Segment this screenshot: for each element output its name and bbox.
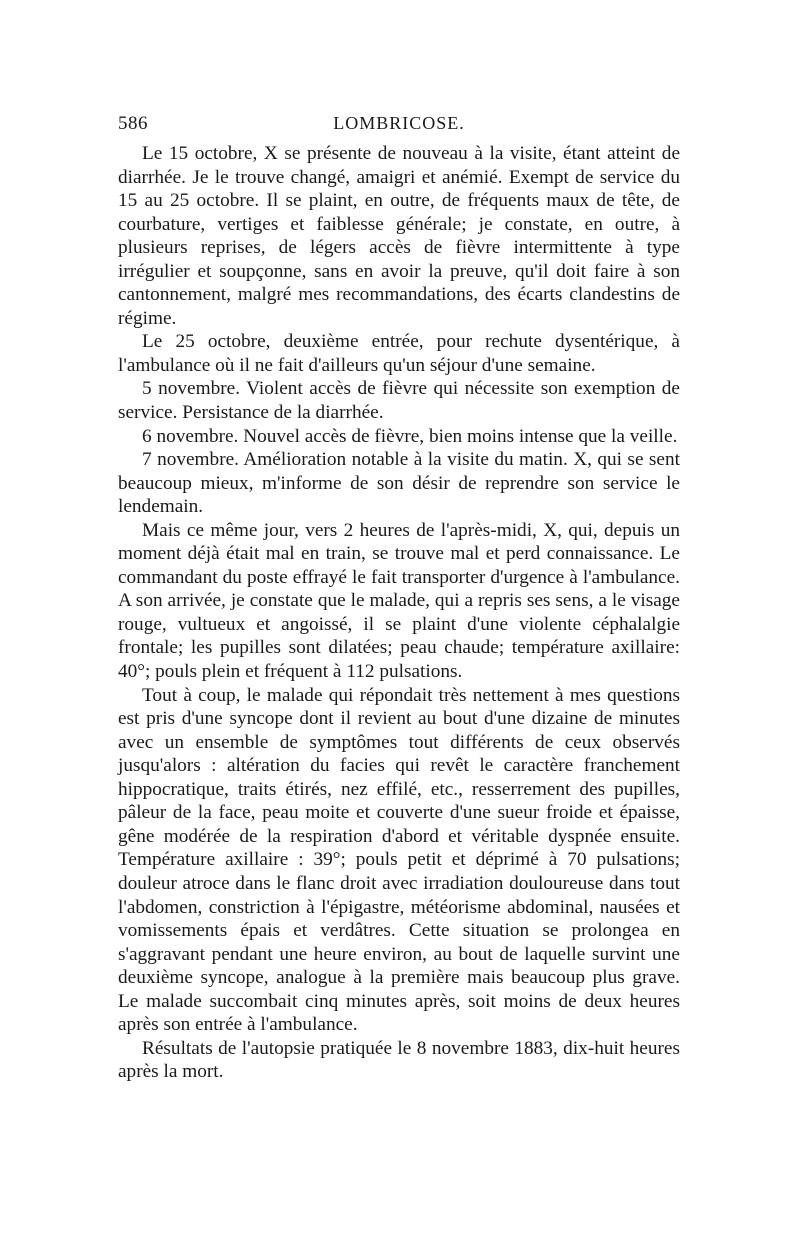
paragraph: 7 novembre. Amélioration notable à la visite du matin. X, qui se sent beaucoup mieux, m'informe de son désir de reprendre son service le lendemain. <box>118 449 680 518</box>
paragraph: Le 15 octobre, X se présente de nouveau à la visite, étant atteint de diarrhée. Je le trouve changé, amaigri et anémié. Exempt de service du 15 au 25 octobre. Il se plaint, en outre, de fréquents maux de tête, de courbature, vertiges et faiblesse générale; je constate, en outre, à plusieurs reprises, de légers accès de fièvre intermittente à type irrégulier et soupçonne, sans en avoir la preuve, qu'il doit faire à son cantonnement, malgré mes recommandations, des écarts clandestins de régime. <box>118 143 680 329</box>
page-header <box>118 113 680 143</box>
running-title: LOMBRICOSE. <box>333 113 465 133</box>
paragraph: Le 25 octobre, deuxième entrée, pour rechute dysentérique, à l'ambulance où il ne fait d'ailleurs qu'un séjour d'une semaine. <box>118 331 680 376</box>
paragraph: 5 novembre. Violent accès de fièvre qui nécessite son exemption de service. Persistance de la diarrhée. <box>118 378 680 424</box>
paragraph: 6 novembre. Nouvel accès de fièvre, bien moins intense que la veille. <box>142 425 678 447</box>
paragraph: Résultats de l'autopsie pratiquée le 8 novembre 1883, dix-huit heures après la mort. <box>118 1037 680 1083</box>
paragraph: Mais ce même jour, vers 2 heures de l'après-midi, X, qui, depuis un moment déjà était mal en train, se trouve mal et perd connaissance. Le commandant du poste effrayé le fait transporter d'urgence à l'ambulance. A son arrivée, je constate que le malade, qui a repris ses sens, a le visage rouge, vultueux et angoissé, il se plaint d'une violente céphalalgie frontale; les pupilles sont dilatées; peau chaude; température axillaire: 40°; pouls plein et fréquent à 112 pulsations. <box>118 519 680 683</box>
page-number: 586 <box>118 113 148 134</box>
body-text <box>118 142 680 1084</box>
paragraph: Tout à coup, le malade qui répondait très nettement à mes questions est pris d'une syncope dont il revient au bout d'une dizaine de minutes avec un ensemble de symptômes tout différents de ceux observés jusqu'alors : altération du facies qui revêt le caractère franchement hippocratique, traits étirés, nez effilé, etc., resserrement des pupilles, pâleur de la face, peau moite et couverte d'une sueur froide et épaisse, gêne modérée de la respiration d'abord et véritable dyspnée ensuite. Température axillaire : 39°; pouls petit et déprimé à 70 pulsations; douleur atroce dans le flanc droit avec irradiation douloureuse dans tout l'abdomen, constriction à l'épigastre, météorisme abdominal, nausées et vomissements épais et verdâtres. Cette situation se prolongea en s'aggravant pendant une heure environ, au bout de laquelle survint une deuxième syncope, analogue à la première mais beaucoup plus grave. Le malade succombait cinq minutes après, soit moins de deux heures après son entrée à l'ambulance. <box>118 684 680 1036</box>
